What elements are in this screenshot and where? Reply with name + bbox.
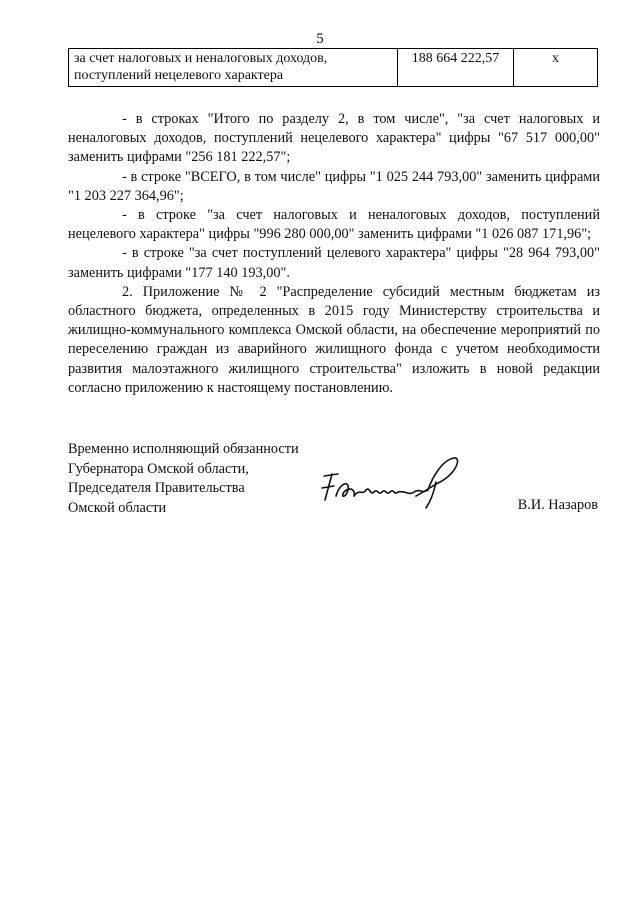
signatory-title-line: Временно исполняющий обязанности [68,441,299,457]
paragraph-itogo: - в строках "Итого по разделу 2, в том числе", "за счет налоговых и неналоговых доходов, поступлений нецелевого характера" цифры "67 517 000,00" заменить цифрами "256 181 222,57"; [68,111,600,166]
table-cell-description: за счет налоговых и неналоговых доходов, поступлений нецелевого характера [69,49,398,87]
paragraph-tax-income: - в строке "за счет налоговых и неналоговых доходов, поступлений нецелевого характера" цифры "996 280 000,00" заменить цифрами "1 026 087 171,96"; [68,207,600,243]
page-number: 5 [316,31,324,47]
handwritten-signature [316,452,466,512]
paragraph-appendix-2: 2. Приложение № 2 "Распределение субсидий местным бюджетам из областного бюджета, определенных в 2015 году Министерству строительства и жилищно-коммунального комплекса Омской области, на обеспечение мероприятий по переселению граждан из аварийного жилищного фонда с учетом необходимости развития малоэтажного жилищного строительства" изложить в новой редакции согласно приложению к настоящему постановлению. [68,283,600,396]
signatory-title-line: Председателя Правительства [68,480,245,496]
signatory-title-line: Омской области [68,499,167,516]
signatory-name: В.И. Назаров [517,497,598,513]
table-row [69,49,598,87]
signatory-title-line: Губернатора Омской области, [68,460,249,477]
paragraph-targeted-income: - в строке "за счет поступлений целевого характера" цифры "28 964 793,00" заменить цифрами "177 140 193,00". [68,245,600,281]
document-body [68,110,600,398]
table-cell-amount: 188 664 222,57 [398,49,514,87]
signatory-title [68,440,328,518]
table-cell-mark: x [514,49,598,87]
paragraph-vsego: - в строке "ВСЕГО, в том числе" цифры "1 025 244 793,00" заменить цифрами "1 203 227 364,96"; [68,168,600,204]
budget-table [68,48,598,87]
